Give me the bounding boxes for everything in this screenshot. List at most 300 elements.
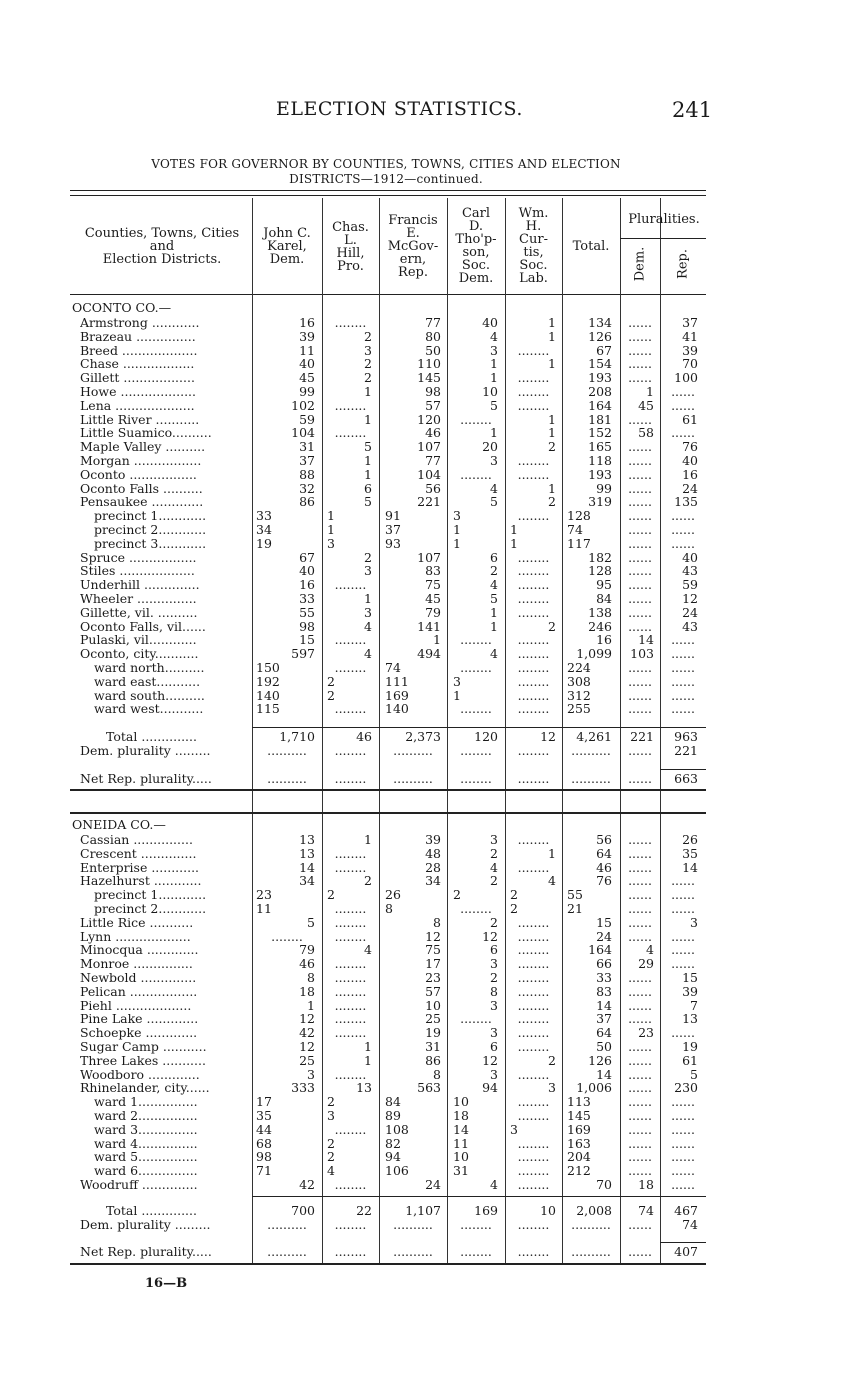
cell-mcg: 34 xyxy=(425,873,441,888)
cell-total: 181 xyxy=(588,412,612,427)
cell-hill: ........ xyxy=(334,632,367,647)
header-curtis-line: Cur- xyxy=(519,232,548,247)
district-name: Armstrong ............ xyxy=(80,316,200,330)
cell-karel: 39 xyxy=(299,329,315,344)
cell-mcg: 39 xyxy=(425,832,441,847)
cell-total: 308 xyxy=(567,674,591,689)
cell-karel: 42 xyxy=(299,1025,315,1040)
cell-hill: 1 xyxy=(327,508,335,523)
cell-dem: ...... xyxy=(628,412,652,427)
cell-dem: ...... xyxy=(628,984,652,999)
cell-cur: ........ xyxy=(517,508,550,523)
cell-cur: ........ xyxy=(517,1244,550,1259)
cell-dem: ...... xyxy=(628,1163,652,1178)
district-name: Piehl ................... xyxy=(80,999,192,1013)
cell-total: .......... xyxy=(571,1217,611,1232)
cell-karel: 140 xyxy=(256,688,280,703)
district-name: ward 3............... xyxy=(94,1123,198,1137)
table-rule xyxy=(70,195,706,196)
cell-hill: ........ xyxy=(334,929,367,944)
cell-mcg: 221 xyxy=(417,494,441,509)
cell-total: 2,008 xyxy=(576,1203,612,1218)
district-name: Little Suamico.......... xyxy=(80,426,212,440)
cell-rep: 19 xyxy=(682,1039,698,1054)
cell-mcg: 80 xyxy=(425,329,441,344)
cell-karel: 115 xyxy=(256,701,280,716)
district-name: Breed ................... xyxy=(80,344,198,358)
cell-hill: 2 xyxy=(364,873,372,888)
cell-hill: 2 xyxy=(364,329,372,344)
cell-total: 163 xyxy=(567,1136,591,1151)
cell-hill: ........ xyxy=(334,398,367,413)
cell-cur: ........ xyxy=(517,701,550,716)
cell-rep: ...... xyxy=(671,1025,695,1040)
cell-tho: 94 xyxy=(482,1080,498,1095)
cell-dem: 74 xyxy=(638,1203,654,1218)
cell-mcg: 141 xyxy=(417,619,441,634)
cell-hill: 3 xyxy=(327,536,335,551)
table-rule xyxy=(70,789,706,791)
cell-rep: ...... xyxy=(671,688,695,703)
cell-dem: ...... xyxy=(628,701,652,716)
header-curtis-line: Soc. xyxy=(519,258,548,273)
cell-hill: 4 xyxy=(364,619,372,634)
cell-dem: ...... xyxy=(628,481,652,496)
cell-mcg: 77 xyxy=(425,453,441,468)
cell-hill: 2 xyxy=(364,370,372,385)
cell-karel: 34 xyxy=(299,873,315,888)
cell-tho: 3 xyxy=(490,1025,498,1040)
cell-hill: ........ xyxy=(334,860,367,875)
district-name: ward west........... xyxy=(94,702,204,716)
cell-tho: 3 xyxy=(490,998,498,1013)
cell-rep: 15 xyxy=(682,970,698,985)
header-curtis-line: H. xyxy=(525,219,542,234)
cell-karel: 17 xyxy=(256,1094,272,1109)
cell-dem: ...... xyxy=(628,1136,652,1151)
cell-dem: ...... xyxy=(628,536,652,551)
header-hill-line: Pro. xyxy=(337,259,364,274)
cell-rep: ...... xyxy=(671,1094,695,1109)
cell-karel: 15 xyxy=(299,632,315,647)
cell-cur: ........ xyxy=(517,915,550,930)
cell-hill: 5 xyxy=(364,439,372,454)
district-name: Oconto Falls .......... xyxy=(80,482,203,496)
cell-total: 1,006 xyxy=(576,1080,612,1095)
cell-tho: 4 xyxy=(490,577,498,592)
cell-mcg: 494 xyxy=(417,646,441,661)
cell-hill: 46 xyxy=(356,729,372,744)
cell-total: 24 xyxy=(596,929,612,944)
cell-total: 67 xyxy=(596,343,612,358)
table-rule xyxy=(70,812,706,814)
cell-total: 165 xyxy=(588,439,612,454)
cell-mcg: 83 xyxy=(425,563,441,578)
cell-karel: 12 xyxy=(299,1011,315,1026)
cell-dem: ...... xyxy=(628,315,652,330)
cell-rep: ...... xyxy=(671,1177,695,1192)
cell-rep: ...... xyxy=(671,873,695,888)
cell-rep: ...... xyxy=(671,1136,695,1151)
cell-cur: ........ xyxy=(517,605,550,620)
cell-cur: ........ xyxy=(517,1163,550,1178)
district-name: Chase .................. xyxy=(80,357,195,371)
cell-cur: ........ xyxy=(517,632,550,647)
cell-mcg: 106 xyxy=(385,1163,409,1178)
cell-total: 64 xyxy=(596,1025,612,1040)
header-curtis xyxy=(505,207,562,285)
cell-tho: ........ xyxy=(460,771,492,786)
header-mcgovern-line: McGov- xyxy=(387,239,439,254)
cell-total: 21 xyxy=(567,901,583,916)
cell-cur: ........ xyxy=(517,929,550,944)
signature-mark: 16—B xyxy=(145,1276,188,1291)
header-karel-line: John C. xyxy=(263,226,311,241)
cell-dem: ...... xyxy=(628,1217,652,1232)
district-name: Oconto Falls, vil...... xyxy=(80,620,206,634)
cell-cur: ........ xyxy=(517,688,550,703)
cell-tho: 4 xyxy=(490,481,498,496)
cell-dem: ...... xyxy=(628,743,652,758)
cell-rep: ...... xyxy=(671,956,695,971)
district-name: Hazelhurst ............ xyxy=(80,874,202,888)
cell-dem: ...... xyxy=(628,1108,652,1123)
header-curtis-line: Lab. xyxy=(519,271,548,286)
header-dem-plurality: Dem. xyxy=(632,246,648,282)
header-curtis-line: tis, xyxy=(523,245,544,260)
cell-dem: ...... xyxy=(628,1149,652,1164)
district-name: Woodboro ............. xyxy=(80,1068,200,1082)
cell-mcg: 24 xyxy=(425,1177,441,1192)
cell-cur: 1 xyxy=(510,536,518,551)
cell-dem: 14 xyxy=(638,632,654,647)
cell-karel: 45 xyxy=(299,370,315,385)
cell-tho: 10 xyxy=(453,1094,469,1109)
cell-mcg: 89 xyxy=(385,1108,401,1123)
caption-line-2: DISTRICTS—1912—continued. xyxy=(289,172,483,186)
cell-hill: 2 xyxy=(327,1136,335,1151)
district-name: Rhinelander, city...... xyxy=(80,1081,210,1095)
table-rule xyxy=(620,238,706,239)
cell-karel: 14 xyxy=(299,860,315,875)
cell-rep: 24 xyxy=(682,605,698,620)
header-karel-line: Dem. xyxy=(269,252,305,267)
table-rule xyxy=(70,294,706,295)
cell-mcg: 74 xyxy=(385,660,401,675)
cell-rep: 14 xyxy=(682,860,698,875)
cell-tho: 10 xyxy=(482,384,498,399)
cell-mcg: 48 xyxy=(425,846,441,861)
cell-total: .......... xyxy=(571,743,611,758)
cell-total: 1,099 xyxy=(576,646,612,661)
cell-hill: ........ xyxy=(334,1217,367,1232)
cell-cur: 2 xyxy=(548,619,556,634)
cell-dem: 58 xyxy=(638,425,654,440)
district-name: Stiles ................... xyxy=(80,564,195,578)
cell-dem: ...... xyxy=(628,1067,652,1082)
cell-mcg: 77 xyxy=(425,315,441,330)
cell-dem: ...... xyxy=(628,563,652,578)
cell-cur: 1 xyxy=(510,522,518,537)
district-name: ward 1............... xyxy=(94,1095,198,1109)
header-thompson-line: Dem. xyxy=(458,271,494,286)
header-thompson-line: Tho'p- xyxy=(455,232,497,247)
cell-cur: ........ xyxy=(517,832,550,847)
cell-rep: 24 xyxy=(682,481,698,496)
cell-karel: 31 xyxy=(299,439,315,454)
cell-rep: 3 xyxy=(690,915,698,930)
cell-tho: ........ xyxy=(460,632,492,647)
header-rep-plurality: Rep. xyxy=(675,249,691,279)
cell-mcg: .......... xyxy=(393,1217,433,1232)
cell-cur: ........ xyxy=(517,398,550,413)
cell-tho: 12 xyxy=(482,929,498,944)
district-name: Wheeler ............... xyxy=(80,592,197,606)
cell-tho: 120 xyxy=(474,729,498,744)
cell-total: 154 xyxy=(588,356,612,371)
cell-karel: 67 xyxy=(299,550,315,565)
cell-hill: 3 xyxy=(364,605,372,620)
cell-dem: 4 xyxy=(646,942,654,957)
district-name: precinct 1............ xyxy=(94,888,207,902)
cell-hill: ........ xyxy=(334,577,367,592)
cell-rep: ...... xyxy=(671,674,695,689)
cell-total: 33 xyxy=(596,970,612,985)
cell-hill: 2 xyxy=(327,688,335,703)
cell-tho: ........ xyxy=(460,1217,492,1232)
cell-hill: 4 xyxy=(364,646,372,661)
cell-tho: 6 xyxy=(490,1039,498,1054)
district-name: Pensaukee ............. xyxy=(80,495,204,509)
cell-hill: ........ xyxy=(334,771,367,786)
cell-mcg: 23 xyxy=(425,970,441,985)
table-caption xyxy=(70,157,702,187)
cell-tho: 1 xyxy=(490,356,498,371)
cell-tho: 12 xyxy=(482,1053,498,1068)
district-name: Maple Valley .......... xyxy=(80,440,206,454)
cell-total: 118 xyxy=(588,453,612,468)
cell-dem: ...... xyxy=(628,1053,652,1068)
header-district-names xyxy=(72,227,252,266)
running-title: ELECTION STATISTICS. xyxy=(276,98,523,120)
cell-dem: ...... xyxy=(628,1039,652,1054)
cell-dem: 29 xyxy=(638,956,654,971)
cell-karel: 13 xyxy=(299,832,315,847)
cell-mcg: 140 xyxy=(385,701,409,716)
cell-total: .......... xyxy=(571,771,611,786)
cell-karel: 33 xyxy=(256,508,272,523)
district-name: Total .............. xyxy=(106,730,197,744)
cell-total: 164 xyxy=(588,398,612,413)
cell-tho: 8 xyxy=(490,984,498,999)
cell-total: 204 xyxy=(567,1149,591,1164)
header-hill-line: Chas. xyxy=(332,220,369,235)
cell-total: 55 xyxy=(567,887,583,902)
cell-rep: 43 xyxy=(682,619,698,634)
cell-total: 95 xyxy=(596,577,612,592)
cell-hill: ........ xyxy=(334,1011,367,1026)
header-thompson-line: Soc. xyxy=(461,258,491,273)
cell-hill: 3 xyxy=(364,563,372,578)
cell-cur: ........ xyxy=(517,467,550,482)
cell-cur: ........ xyxy=(517,563,550,578)
cell-total: 182 xyxy=(588,550,612,565)
cell-cur: ........ xyxy=(517,453,550,468)
cell-karel: 59 xyxy=(299,412,315,427)
cell-total: 212 xyxy=(567,1163,591,1178)
cell-cur: 3 xyxy=(510,1122,518,1137)
district-name: Total .............. xyxy=(106,1204,197,1218)
cell-rep: 76 xyxy=(682,439,698,454)
cell-hill: ........ xyxy=(334,1244,367,1259)
cell-mcg: 91 xyxy=(385,508,401,523)
cell-cur: 1 xyxy=(548,412,556,427)
cell-tho: 40 xyxy=(482,315,498,330)
cell-mcg: 45 xyxy=(425,591,441,606)
cell-dem: ...... xyxy=(628,591,652,606)
cell-hill: ........ xyxy=(334,915,367,930)
cell-rep: 70 xyxy=(682,356,698,371)
cell-total: 126 xyxy=(588,329,612,344)
cell-dem: ...... xyxy=(628,846,652,861)
cell-cur: ........ xyxy=(517,1094,550,1109)
district-name: precinct 2............ xyxy=(94,902,207,916)
district-name: Little Rice ........... xyxy=(80,916,194,930)
cell-karel: 1,710 xyxy=(279,729,315,744)
cell-karel: 88 xyxy=(299,467,315,482)
cell-hill: 1 xyxy=(364,467,372,482)
cell-mcg: 93 xyxy=(385,536,401,551)
cell-mcg: 56 xyxy=(425,481,441,496)
cell-cur: ........ xyxy=(517,743,550,758)
cell-rep: 61 xyxy=(682,1053,698,1068)
cell-cur: ........ xyxy=(517,660,550,675)
cell-tho: 3 xyxy=(490,832,498,847)
district-name: ward east........... xyxy=(94,675,201,689)
district-name: Lena .................... xyxy=(80,399,195,413)
cell-mcg: 46 xyxy=(425,425,441,440)
district-name: ward 2............... xyxy=(94,1109,198,1123)
header-hill-line: L. xyxy=(344,233,357,248)
cell-mcg: 8 xyxy=(433,1067,441,1082)
cell-rep: ...... xyxy=(671,384,695,399)
cell-dem: ...... xyxy=(628,998,652,1013)
cell-hill: ........ xyxy=(334,998,367,1013)
cell-karel: 98 xyxy=(299,619,315,634)
cell-hill: 2 xyxy=(327,887,335,902)
cell-karel: 19 xyxy=(256,536,272,551)
cell-tho: 5 xyxy=(490,398,498,413)
district-name: Monroe ............... xyxy=(80,957,193,971)
district-name: Schoepke ............. xyxy=(80,1026,198,1040)
cell-tho: 6 xyxy=(490,942,498,957)
cell-cur: 1 xyxy=(548,329,556,344)
cell-karel: 98 xyxy=(256,1149,272,1164)
cell-tho: 11 xyxy=(453,1136,469,1151)
district-name: ward 5............... xyxy=(94,1150,198,1164)
cell-tho: ........ xyxy=(460,743,492,758)
header-hill-line: Hill, xyxy=(336,246,365,261)
header-total xyxy=(562,240,620,253)
header-district-names-line: and xyxy=(149,239,175,254)
cell-total: 224 xyxy=(567,660,591,675)
cell-dem: ...... xyxy=(628,550,652,565)
cell-rep: ...... xyxy=(671,660,695,675)
cell-karel: 192 xyxy=(256,674,280,689)
cell-rep: ...... xyxy=(671,536,695,551)
cell-cur: 4 xyxy=(548,873,556,888)
cell-tho: 2 xyxy=(490,563,498,578)
cell-karel: 46 xyxy=(299,956,315,971)
cell-tho: 2 xyxy=(490,846,498,861)
header-mcgovern-line: Francis xyxy=(388,213,438,228)
district-name: Cassian ............... xyxy=(80,833,193,847)
cell-karel: 35 xyxy=(256,1108,272,1123)
cell-mcg: 1 xyxy=(433,632,441,647)
header-mcgovern xyxy=(379,214,447,279)
district-name: precinct 2............ xyxy=(94,523,207,537)
cell-hill: ........ xyxy=(334,1122,367,1137)
cell-rep: 7 xyxy=(690,998,698,1013)
cell-karel: 3 xyxy=(307,1067,315,1082)
district-name: Dem. plurality ......... xyxy=(80,1218,211,1232)
cell-hill: 1 xyxy=(364,412,372,427)
cell-tho: ........ xyxy=(460,1244,492,1259)
cell-rep: 407 xyxy=(674,1244,698,1259)
cell-karel: 597 xyxy=(291,646,315,661)
cell-total: 37 xyxy=(596,1011,612,1026)
cell-hill: 4 xyxy=(364,942,372,957)
cell-mcg: 82 xyxy=(385,1136,401,1151)
header-thompson-line: son, xyxy=(462,245,490,260)
cell-total: 312 xyxy=(567,688,591,703)
cell-cur: ........ xyxy=(517,998,550,1013)
cell-hill: ........ xyxy=(334,1025,367,1040)
table-rule xyxy=(70,1263,706,1265)
district-name: Woodruff .............. xyxy=(80,1178,198,1192)
district-name: ward north.......... xyxy=(94,661,205,675)
cell-rep: 37 xyxy=(682,315,698,330)
cell-mcg: 17 xyxy=(425,956,441,971)
table-rule xyxy=(252,1196,706,1197)
cell-mcg: .......... xyxy=(393,1244,433,1259)
cell-rep: 40 xyxy=(682,453,698,468)
cell-karel: 1 xyxy=(307,998,315,1013)
cell-rep: ...... xyxy=(671,632,695,647)
cell-mcg: 1,107 xyxy=(405,1203,441,1218)
cell-hill: 1 xyxy=(364,453,372,468)
cell-dem: ...... xyxy=(628,508,652,523)
district-name: Pelican ................. xyxy=(80,985,198,999)
cell-tho: 1 xyxy=(453,536,461,551)
cell-hill: ........ xyxy=(334,901,367,916)
cell-mcg: 28 xyxy=(425,860,441,875)
district-name: precinct 1............ xyxy=(94,509,207,523)
cell-hill: ........ xyxy=(334,970,367,985)
cell-cur: ........ xyxy=(517,343,550,358)
cell-tho: 1 xyxy=(453,688,461,703)
cell-cur: 3 xyxy=(548,1080,556,1095)
cell-total: 145 xyxy=(567,1108,591,1123)
cell-mcg: 110 xyxy=(417,356,441,371)
cell-dem: 103 xyxy=(630,646,654,661)
cell-dem: ...... xyxy=(628,1122,652,1137)
cell-dem: ...... xyxy=(628,970,652,985)
cell-rep: 39 xyxy=(682,343,698,358)
cell-hill: ........ xyxy=(334,846,367,861)
cell-dem: ...... xyxy=(628,1080,652,1095)
district-name: Pine Lake ............. xyxy=(80,1012,199,1026)
